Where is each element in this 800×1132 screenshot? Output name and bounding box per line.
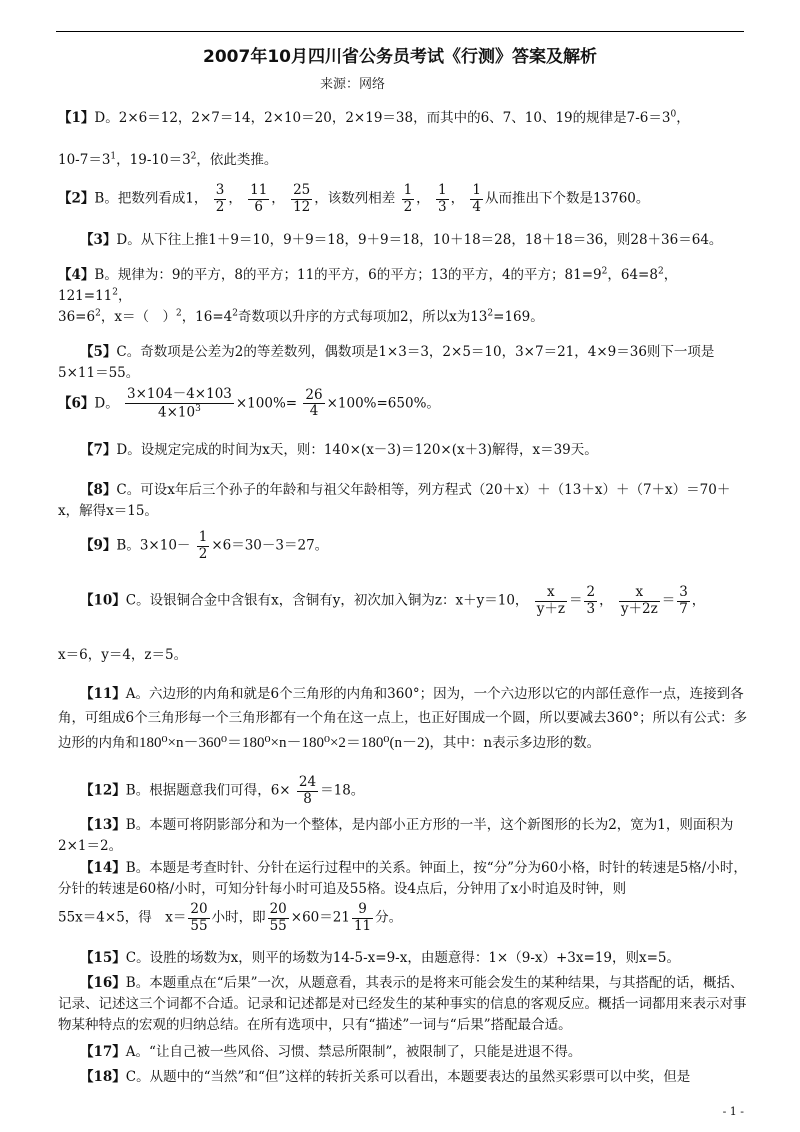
fraction: $\frac{20}{55}$ (190, 901, 208, 934)
answer-item-4-cont: $36=6^2$，x＝（ ）$^2$，$16=4^2$奇数项以升序的方式每项加2，所以x为$13^2=169$。 (58, 308, 544, 325)
answer-item-9: 【9】B。3×10－ $\frac{1}{2}$ ×6＝30－3＝27。 (80, 529, 329, 562)
answer-item-2: 【2】B。把数列看成1， $\frac{3}{2}$ ， $\frac{11}{6}$ ， $\frac{25}{12}$ ，该数列相差 $\frac{1}{2}$ ， $\frac{1}{3}$ ， $\frac{1}{4}$ 从而推出下个数是13760。 (58, 182, 650, 215)
answer-item-14-cont: 55x＝4×5，得 x＝ $\frac{20}{55}$ 小时，即 $\frac{20}{55}$ ×60＝21 $\frac{9}{11}$ 分。 (58, 901, 403, 934)
fraction: $\frac{3}{2}$ (215, 182, 225, 215)
answer-item-3: 【3】D。从下往上推1＋9＝10，9＋9＝18，9＋9＝18，10＋18＝28，18＋18＝36，则28＋36＝64。 (80, 232, 723, 248)
fraction: $\frac{x}{y+z}$ (536, 584, 565, 617)
answer-item-8: 【8】C。可设x年后三个孙子的年龄和与祖父年龄相等，列方程式（20＋x）＋（13＋x）＋（7＋x）＝70＋x，解得x＝15。 (58, 482, 731, 519)
fraction: $\frac{3\times 104-4\times 103}{4\times 10^3}$ (127, 386, 232, 421)
answer-item-11: 【11】A。六边形的内角和就是6个三角形的内角和360°；因为，一个六边形以它的内部任意作一点，连接到各角，可组成6个三角形每一个三角形都有一个角在这一点上，也正好围成一个圆，所以要减去360°；所以有公式：多边形的内角和180⁰×n－360⁰＝180⁰×n－180⁰×2＝180⁰(n－2)，其中：n表示多边形的数。 (58, 686, 748, 752)
answer-item-1-cont: $10-7=3^1$，$19-10=3^2$，依此类推。 (58, 151, 278, 168)
fraction: $\frac{20}{55}$ (269, 901, 287, 934)
fraction: $\frac{1}{2}$ (403, 182, 413, 215)
fraction: $\frac{1}{4}$ (472, 182, 481, 215)
answer-item-6: 【6】D。 $\frac{3\times 104-4\times 103}{4\times 10^3}$ ×100%= $\frac{26}{4}$ ×100%=650%。 (58, 386, 440, 421)
page-title: 2007年10月四川省公务员考试《行测》答案及解析 (203, 47, 597, 67)
fraction: $\frac{2}{3}$ (586, 584, 596, 617)
fraction: $\frac{26}{4}$ (305, 386, 323, 420)
source-line: 来源：网络 (320, 77, 386, 92)
answer-item-17: 【17】A。“让自己被一些风俗、习惯、禁忌所限制”，被限制了，只能是进退不得。 (80, 1044, 582, 1060)
fraction: $\frac{x}{y+2z}$ (620, 584, 658, 617)
fraction: $\frac{9}{11}$ (353, 901, 372, 934)
fraction: $\frac{24}{8}$ (298, 774, 317, 807)
fraction: $\frac{1}{2}$ (198, 529, 208, 562)
answer-item-14: 【14】B。本题是考查时针、分针在运行过程中的关系。钟面上，按“分”分为60小格，时针的转速是5格/小时，分针的转速是60格/小时，可知分针每小时可追及55格。设4点后，分钟用了x小时追及时钟，则 (58, 860, 747, 897)
answer-item-16: 【16】B。本题重点在“后果”一次，从题意看，其表示的是将来可能会发生的某种结果，与其搭配的话，概括、记录、记述这三个词都不合适。记录和记述都是对已经发生的某种事实的信息的客观反应。概括一词都用来表示对事物某种特点的宏观的归纳总结。在所有选项中，只有“描述”一词与“后果”搭配最合适。 (58, 975, 747, 1033)
answer-item-7: 【7】D。设规定完成的时间为x天，则：140×(x－3)＝120×(x＋3)解得，x＝39天。 (80, 442, 598, 458)
answer-item-10: 【10】C。设银铜合金中含银有x，含铜有y，初次加入铜为z：x＋y＝10， $\frac{x}{y+z}$ ＝ $\frac{2}{3}$ ， $\frac{x}{y+2z}$ ＝ $\frac{3}{7}$ ， (80, 584, 706, 617)
page-number: - 1 - (722, 1105, 744, 1118)
answer-item-12: 【12】B。根据题意我们可得，6× $\frac{24}{8}$ ＝18。 (80, 774, 365, 807)
fraction: $\frac{25}{12}$ (293, 182, 311, 215)
fraction: $\frac{11}{6}$ (250, 182, 268, 215)
answer-item-1: 【1】D。2×6＝12，2×7＝14，2×10＝20，2×19＝38，而其中的6、7、10、19的规律是$7-6=3^0$， (58, 109, 690, 126)
answer-item-5: 【5】C。奇数项是公差为2的等差数列，偶数项是1×3＝3，2×5＝10，3×7＝21，4×9＝36则下一项是5×11＝55。 (58, 344, 715, 381)
answer-item-4: 【4】B。规律为：9的平方，8的平方；11的平方，6的平方；13的平方，4的平方；$81=9^2$，$64=8^2$，$121=11^2$， (58, 266, 678, 304)
answer-item-18: 【18】C。从题中的“当然”和“但”这样的转折关系可以看出，本题要表达的虽然买彩票可以中奖，但是 (80, 1069, 691, 1085)
fraction: $\frac{3}{7}$ (679, 584, 688, 617)
answer-item-10-cont: x＝6，y＝4，z＝5。 (58, 647, 188, 663)
header-rule (56, 31, 744, 32)
fraction: $\frac{1}{3}$ (437, 182, 447, 215)
answer-item-13: 【13】B。本题可将阴影部分和为一个整体，是内部小正方形的一半，这个新图形的长为2，宽为1，则面积为2×1＝2。 (58, 817, 734, 854)
answer-item-15: 【15】C。设胜的场数为x，则平的场数为14-5-x=9-x，由题意得：1×（9-x）+3x=19，则x=5。 (80, 950, 681, 966)
